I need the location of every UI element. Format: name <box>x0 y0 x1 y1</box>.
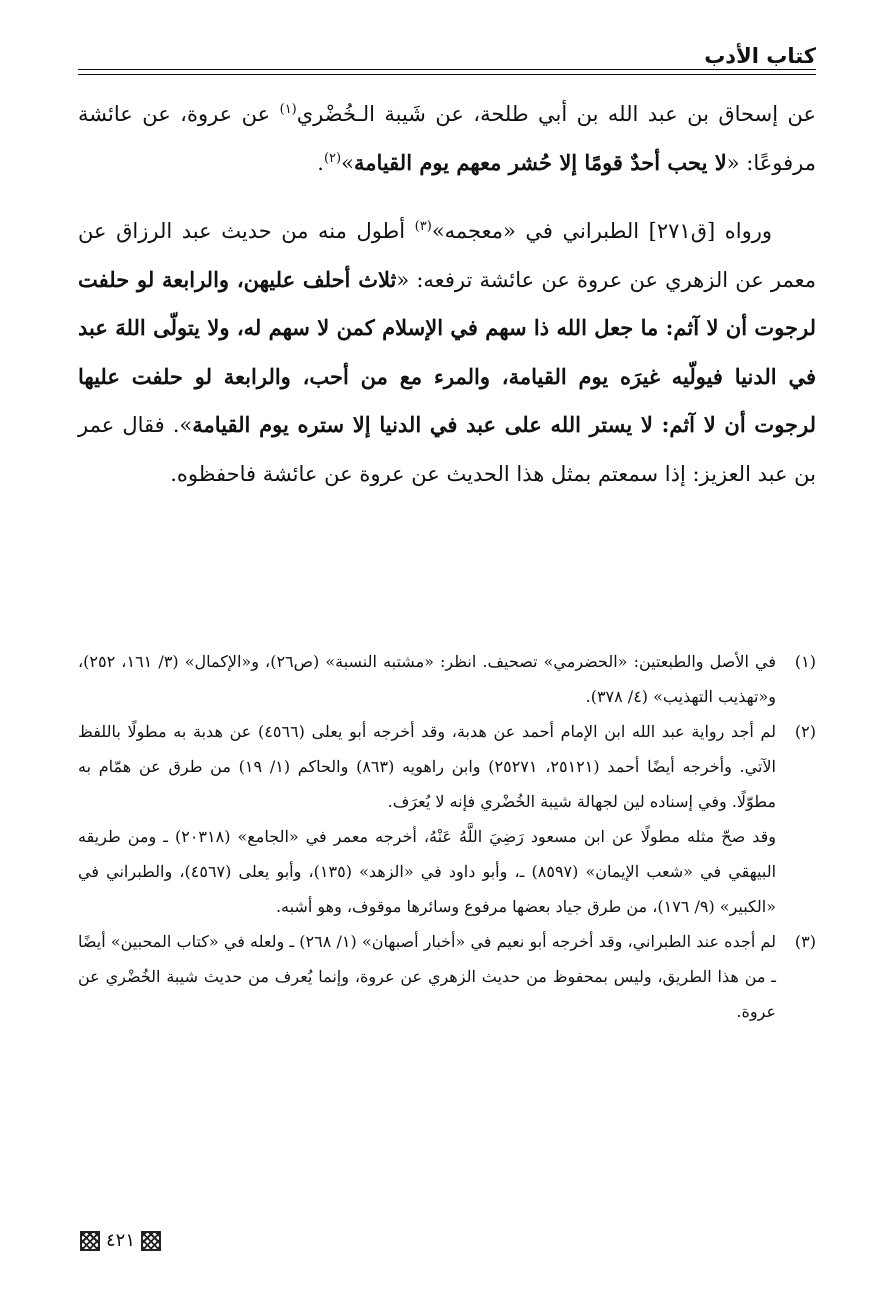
footnote-3-text: لم أجده عند الطبراني، وقد أخرجه أبو نعيم في «أخبار أصبهان» (١/ ٢٦٨) ـ ولعله في «كتاب المحبين» أيضًا ـ من هذا الطريق، وليس بمحفوظ من حديث الزهري عن عروة، وإنما يُعرف من حديث شيبة الخُضْري عن عروة. <box>78 932 777 1021</box>
footnote-3 <box>78 924 816 1029</box>
footnote-2-number: (٢) <box>794 722 816 741</box>
header-rule-bottom <box>78 74 816 75</box>
paragraph-2-text-c: ». فقال عمر بن عبد العزيز: إذا سمعتم بمثل هذا الحديث عن عروة عن عائشة فاحفظوه. <box>78 413 816 486</box>
paragraph-2 <box>78 207 816 498</box>
footnote-3-number: (٣) <box>794 932 816 951</box>
footnote-ref-3: (٣) <box>414 219 432 234</box>
footnote-1-text: في الأصل والطبعتين: «الحضرمي» تصحيف. انظر: «مشتبه النسبة» (ص٢٦)، و«الإكمال» (٣/ ١٦١، ٢٥٢)، و«تهذيب التهذيب» (٤/ ٣٧٨). <box>78 652 776 706</box>
paragraph-2-text-b: أطول منه من حديث عبد الرزاق عن معمر عن الزهري عن عروة عن عائشة ترفعه: « <box>78 219 816 292</box>
hadith-text-2: ثلاث أحلف عليهن، والرابعة لو حلفت لرجوت أن لا آثم: ما جعل الله ذا سهم في الإسلام كمن لا سهم له، ولا يتولّى اللهَ عبد في الدنيا فيولّيه غيرَه يوم القيامة، والمرء مع من أحب، والرابعة لو حلفت عليها لرجوت أن لا آثم: لا يستر الله على عبد في الدنيا إلا ستره يوم القيامة <box>78 266 817 437</box>
footnote-ref-1: (١) <box>279 102 297 117</box>
footnotes-section <box>78 644 816 1029</box>
running-header-title: كتاب الأدب <box>704 44 816 68</box>
hadith-text-1: لا يحب أحدٌ قومًا إلا حُشر معهم يوم القيامة <box>353 149 727 175</box>
footnote-2-text: لم أجد رواية عبد الله ابن الإمام أحمد عن هدبة، وقد أخرجه أبو يعلى (٤٥٦٦) عن هدبة به مطولًا باللفظ الآتي. وأخرجه أيضًا أحمد (٢٥١٢١، ٢٥٢٧١) وابن راهويه (٨٦٣) والحاكم (١/ ١٩) من طرق عن همّام به مطوّلًا. وفي إسناده لين لجهالة شيبة الخُضْري فإنه لا يُعرَف. <box>78 722 777 811</box>
footnote-2 <box>78 714 816 819</box>
ornament-left-icon <box>80 1231 100 1251</box>
ornament-right-icon <box>141 1231 161 1251</box>
footnote-1 <box>78 644 816 714</box>
page-folio <box>80 1228 161 1254</box>
footnote-2-continuation: وقد صحّ مثله مطولًا عن ابن مسعود رَضِيَ اللَّهُ عَنْهُ، أخرجه معمر في «الجامع» (٢٠٣١٨) ـ ومن طريقه البيهقي في «شعب الإيمان» (٨٥٩٧) ـ، وأبو داود في «الزهد» (١٣٥)، وأبو يعلى (٤٥٦٧)، والطبراني في «الكبير» (٩/ ١٧٦)، من طرق جياد بعضها مرفوع وسائرها موقوف، وهو أشبه. <box>78 827 777 916</box>
page-number: ٤٢١ <box>106 1230 136 1251</box>
header-rule-top <box>78 69 816 70</box>
paragraph-1-text-d: . <box>317 150 324 175</box>
footnote-ref-2: (٢) <box>323 150 342 166</box>
paragraph-1 <box>78 90 816 187</box>
main-body-text <box>78 90 816 498</box>
footnote-separator <box>78 632 816 633</box>
paragraph-1-text-b: عن عروة، عن عائشة مرفوعًا: « <box>78 102 816 175</box>
footnote-1-number: (١) <box>794 652 816 671</box>
paragraph-1-text-a: عن إسحاق بن عبد الله بن أبي طلحة، عن شَيبة الـخُضْري <box>296 102 816 126</box>
paragraph-2-text-a: ورواه [ق٢٧١] الطبراني في «معجمه» <box>431 219 772 243</box>
paragraph-1-text-c: » <box>341 150 354 175</box>
